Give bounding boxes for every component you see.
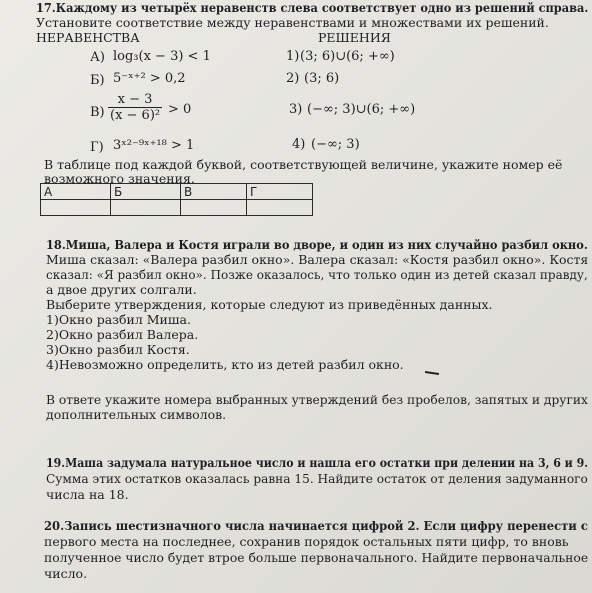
ineq-g: 3ˣ²⁻⁹ˣ⁺¹⁸ > 1 xyxy=(113,138,195,153)
answer-cell-g[interactable] xyxy=(247,200,313,216)
task19-line3: числа на 18. xyxy=(46,487,129,502)
ineq-v-fraction xyxy=(108,92,162,123)
ineq-a-label: А) xyxy=(90,50,105,65)
task17-line2: Установите соответствие между неравенствами и множествами их решений. xyxy=(36,15,549,30)
task18-line2: Миша сказал: «Валера разбил окно». Валера сказал: «Костя разбил окно». Костя xyxy=(46,252,589,267)
task18-line4: а двое других солгали. xyxy=(46,282,197,297)
ineq-v-rest: > 0 xyxy=(168,102,192,117)
answer-table-header-row xyxy=(41,184,313,200)
task18-option1: 1)Окно разбил Миша. xyxy=(46,312,191,327)
task20-line4: число. xyxy=(44,566,88,581)
task20-line1: 20.Запись шестизначного числа начинается цифрой 2. Если цифру перенести с xyxy=(44,518,588,533)
answer-cell-b[interactable] xyxy=(111,200,181,216)
sol-3-label: 3) xyxy=(289,102,303,117)
answer-col-v: В xyxy=(181,184,247,200)
ineq-g-label: Г) xyxy=(90,140,104,155)
task19-line1: 19.Маша задумала натуральное число и нашла его остатки при делении на 3, 6 и 9. xyxy=(46,455,589,470)
task18-line5: Выберите утверждения, которые следуют из приведённых данных. xyxy=(46,297,493,312)
answer-table xyxy=(40,183,313,216)
task18-option4: 4)Невозможно определить, кто из детей разбил окно. xyxy=(46,357,404,372)
task20-line3: полученное число будет втрое больше первоначального. Найдите первоначальное xyxy=(44,550,589,565)
pen-mark xyxy=(425,371,439,375)
answer-col-g: Г xyxy=(247,184,313,200)
task19-line2: Сумма этих остатков оказалась равна 15. Найдите остаток от деления задуманного xyxy=(46,471,588,486)
solutions-header: РЕШЕНИЯ xyxy=(318,30,391,45)
sol-2-label: 2) xyxy=(286,71,300,86)
ineq-a: log₃(x − 3) < 1 xyxy=(113,49,211,64)
sol-4-label: 4) xyxy=(292,137,306,152)
sol-3: (−∞; 3)∪(6; +∞) xyxy=(307,102,416,117)
task18-line3: сказал: «Я разбил окно». Позже оказалось, что только один из детей сказал правду, xyxy=(46,267,588,282)
task17-note-line1: В таблице под каждой буквой, соответствующей величине, укажите номер её xyxy=(44,157,563,172)
task17-note-line2: возможного значения. xyxy=(44,171,195,186)
answer-col-b: Б xyxy=(111,184,181,200)
task20-line2: первого места на последнее, сохранив порядок остальных пяти цифр, то вновь xyxy=(44,534,569,549)
ineq-v-label: В) xyxy=(90,105,105,120)
sol-2: (3; 6) xyxy=(304,71,340,86)
sol-1-label: 1) xyxy=(286,49,300,64)
answer-col-a: А xyxy=(41,184,111,200)
answer-cell-v[interactable] xyxy=(181,200,247,216)
task18-answer-line1: В ответе укажите номера выбранных утверждений без пробелов, запятых и других xyxy=(46,392,588,407)
answer-table-input-row xyxy=(41,200,313,216)
ineq-v-numerator: x − 3 xyxy=(108,92,162,108)
task18-option3: 3)Окно разбил Костя. xyxy=(46,342,190,357)
task17-line1: 17.Каждому из четырёх неравенств слева соответствует одно из решений справа. xyxy=(36,0,589,15)
ineq-b-label: Б) xyxy=(90,73,105,88)
ineq-b: 5⁻ˣ⁺² > 0,2 xyxy=(113,71,186,86)
ineq-v-denominator: (x − 6)² xyxy=(110,108,161,123)
sol-4: (−∞; 3) xyxy=(311,137,360,152)
task18-line1: 18.Миша, Валера и Костя играли во дворе, и один из них случайно разбил окно. xyxy=(46,237,588,252)
task18-option2: 2)Окно разбил Валера. xyxy=(46,327,199,342)
inequalities-header: НЕРАВЕНСТВА xyxy=(36,30,140,45)
sol-1: (3; 6)∪(6; +∞) xyxy=(300,49,395,64)
task18-answer-line2: дополнительных символов. xyxy=(46,407,227,422)
answer-cell-a[interactable] xyxy=(41,200,111,216)
